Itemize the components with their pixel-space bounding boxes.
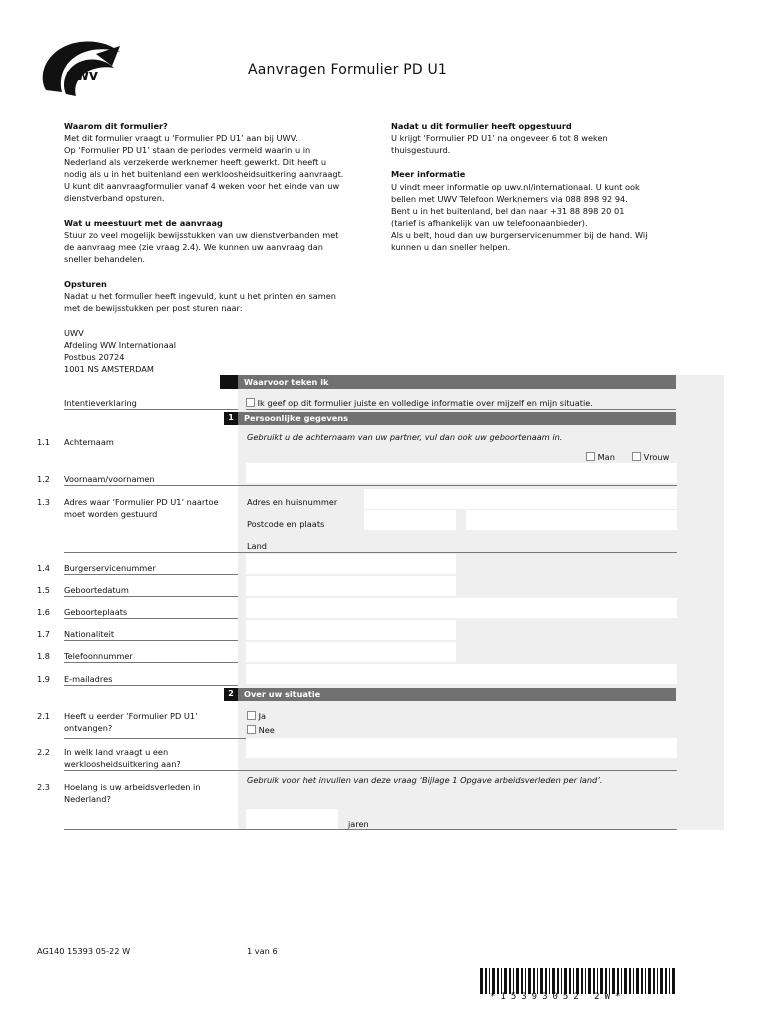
years-input[interactable] — [246, 809, 338, 829]
label-nationality: Nationaliteit — [64, 628, 238, 641]
question-number: 1.2 — [37, 474, 51, 484]
intro-heading-why: Waarom dit formulier? — [64, 121, 168, 131]
barcode-bar — [629, 968, 631, 994]
barcode-bar — [641, 968, 643, 994]
unit-years: jaren — [348, 819, 369, 829]
divider — [64, 829, 677, 830]
barcode-bar — [672, 968, 675, 994]
question-number: 2.1 — [37, 711, 51, 721]
form-code: AG140 15393 05-22 W — [37, 946, 131, 956]
section-header-declaration: Waarvoor teken ik — [238, 375, 676, 389]
question-number: 1.7 — [37, 629, 51, 639]
barcode-bar — [489, 968, 490, 994]
barcode-bar — [509, 968, 511, 994]
checkbox[interactable] — [247, 725, 256, 734]
barcode-bar — [573, 968, 574, 994]
birthdate-input[interactable] — [246, 576, 456, 596]
barcode-bar — [521, 968, 523, 994]
divider — [64, 485, 677, 486]
barcode-bar — [564, 968, 567, 994]
barcode-bar — [593, 968, 595, 994]
hint-last-name: Gebruikt u de achternaam van uw partner, vul dan ook uw geboortenaam in. — [247, 432, 563, 442]
intro-heading-send: Opsturen — [64, 279, 107, 289]
barcode-bar — [516, 968, 519, 994]
barcode-bar — [600, 968, 603, 994]
intro-paragraph: Met dit formulier vraagt u ‘Formulier PD U1’ aan bij UWV. Op ‘Formulier PD U1’ staan de periodes vermeld waarin u in Nederland als verzekerde werknemer heeft gewerkt. Dit heeft u nodig als u in het buitenland een werkloosheidsuitkering aanvraagt. U kunt dit aanvraagformulier vanaf 4 weken voor het einde van uw dienstverband opsturen. — [64, 133, 344, 203]
checkbox[interactable] — [246, 398, 255, 407]
label-bsn: Burgerservicenummer — [64, 562, 238, 575]
barcode-bar — [633, 968, 634, 994]
intro-paragraph: U krijgt ‘Formulier PD U1’ na ongeveer 6 tot 8 weken thuisgestuurd. — [391, 133, 608, 155]
label-work-history: Hoelang is uw arbeidsverleden in Nederland? — [64, 782, 201, 804]
barcode-bar — [540, 968, 543, 994]
barcode-bar — [660, 968, 663, 994]
label-birthplace: Geboorteplaats — [64, 606, 238, 619]
barcode-bar — [552, 968, 555, 994]
option-nee[interactable]: Nee — [247, 724, 275, 736]
barcode-bar — [624, 968, 627, 994]
sublabel-street: Adres en huisnummer — [247, 497, 338, 507]
barcode-bar — [581, 968, 583, 994]
barcode-bar — [501, 968, 502, 994]
intro-heading-attach: Wat u meestuurt met de aanvraag — [64, 218, 223, 228]
barcode-bar — [621, 968, 622, 994]
barcode-bar — [545, 968, 547, 994]
barcode-bar — [636, 968, 639, 994]
country-benefit-input[interactable] — [246, 738, 677, 758]
label-previous-pdu1: Heeft u eerder ‘Formulier PD U1’ ontvangen? — [64, 711, 198, 733]
barcode-bar — [480, 968, 483, 994]
intro-paragraph: Nadat u het formulier heeft ingevuld, kunt u het printen en samen met de bewijsstukken per post sturen naar: — [64, 291, 336, 313]
question-number: 2.2 — [37, 747, 51, 757]
label-phone: Telefoonnummer — [64, 650, 238, 663]
email-input[interactable] — [246, 664, 677, 684]
row-label-declaration: Intentieverklaring — [64, 397, 238, 410]
question-number: 1.4 — [37, 563, 51, 573]
intro-heading-after: Nadat u dit formulier heeft opgestuurd — [391, 121, 572, 131]
divider — [246, 409, 676, 410]
page-number: 1 van 6 — [247, 946, 278, 956]
sublabel-postcode: Postcode en plaats — [247, 519, 325, 529]
barcode-bar — [549, 968, 550, 994]
intro-paragraph: U vindt meer informatie op uwv.nl/internationaal. U kunt ook bellen met UWV Telefoon Werknemers via 088 898 92 94. Bent u in het buitenland, bel dan naar +31 88 898 20 01 (tarief is afhankelijk van uw telefoonaanbieder). Als u belt, houd dan uw burgerservicenummer bij de hand. Wij kunnen u dan sneller helpen. — [391, 182, 648, 252]
declaration-checkbox[interactable]: Ik geef op dit formulier juiste en volledige informatie over mijzelf en mijn situatie. — [246, 397, 593, 409]
section-marker — [220, 375, 238, 389]
barcode-bar — [525, 968, 526, 994]
label-last-name: Achternaam — [64, 437, 114, 447]
barcode-bar — [653, 968, 655, 994]
barcode-bar — [597, 968, 598, 994]
sublabel-country: Land — [247, 541, 267, 551]
city-input[interactable] — [466, 510, 677, 530]
gender-vrouw-option[interactable]: Vrouw — [632, 451, 669, 463]
section-number: 1 — [224, 412, 238, 425]
question-number: 1.1 — [37, 437, 51, 447]
section-number: 2 — [224, 688, 238, 701]
label-birthdate: Geboortedatum — [64, 584, 238, 597]
barcode-bar — [533, 968, 535, 994]
barcode-bar — [561, 968, 562, 994]
question-number: 1.8 — [37, 651, 51, 661]
barcode — [480, 968, 676, 994]
barcode-bar — [588, 968, 591, 994]
phone-input[interactable] — [246, 642, 456, 662]
section-header-situation: Over uw situatie — [238, 688, 676, 701]
birthplace-input[interactable] — [246, 598, 677, 618]
barcode-bar — [657, 968, 658, 994]
barcode-bar — [569, 968, 571, 994]
barcode-text: *15393052 2W* — [490, 992, 626, 1002]
gender-man-option[interactable]: Man — [586, 451, 615, 463]
barcode-bar — [669, 968, 670, 994]
street-input[interactable] — [364, 489, 677, 509]
barcode-bar — [513, 968, 514, 994]
barcode-bar — [585, 968, 586, 994]
label-country-benefit: In welk land vraagt u een werkloosheidsuitkering aan? — [64, 747, 181, 769]
postal-address: UWV Afdeling WW Internationaal Postbus 20724 1001 NS AMSTERDAM — [64, 328, 177, 374]
barcode-bar — [612, 968, 615, 994]
divider — [64, 770, 677, 771]
question-number: 1.9 — [37, 674, 51, 684]
intro-paragraph: Stuur zo veel mogelijk bewijsstukken van uw dienstverbanden met de aanvraag mee (zie vraag 2.4). We kunnen uw aanvraag dan sneller behandelen. — [64, 230, 339, 264]
barcode-bar — [537, 968, 538, 994]
section-header-personal: Persoonlijke gegevens — [238, 412, 676, 425]
label-email: E-mailadres — [64, 673, 238, 686]
last-name-input[interactable] — [246, 463, 677, 483]
uwv-logo — [36, 36, 128, 100]
logo-text: uwv — [66, 68, 99, 84]
hint-work-history: Gebruik voor het invullen van deze vraag ‘Bijlage 1 Opgave arbeidsverleden per land’. — [247, 775, 603, 785]
intro-heading-info: Meer informatie — [391, 169, 466, 179]
barcode-bar — [617, 968, 619, 994]
question-number: 1.5 — [37, 585, 51, 595]
label-address: Adres waar ‘Formulier PD U1’ naartoe moet worden gestuurd — [64, 497, 219, 519]
barcode-bar — [528, 968, 531, 994]
barcode-bar — [665, 968, 667, 994]
checkbox[interactable] — [586, 452, 595, 461]
barcode-bar — [609, 968, 610, 994]
label-first-names: Voornaam/voornamen — [64, 474, 155, 484]
barcode-bar — [497, 968, 499, 994]
barcode-bar — [485, 968, 487, 994]
barcode-bar — [557, 968, 559, 994]
question-number: 1.6 — [37, 607, 51, 617]
question-number: 2.3 — [37, 782, 51, 792]
barcode-bar — [645, 968, 646, 994]
page-title: Aanvragen Formulier PD U1 — [248, 62, 448, 78]
question-number: 1.3 — [37, 497, 51, 507]
option-ja[interactable]: Ja — [247, 710, 266, 722]
barcode-bar — [648, 968, 651, 994]
divider — [64, 552, 677, 553]
checkbox[interactable] — [632, 452, 641, 461]
checkbox[interactable] — [247, 711, 256, 720]
bsn-input[interactable] — [246, 554, 456, 574]
barcode-bar — [576, 968, 579, 994]
postcode-input[interactable] — [364, 510, 456, 530]
barcode-bar — [605, 968, 607, 994]
nationality-input[interactable] — [246, 620, 456, 640]
barcode-bar — [504, 968, 507, 994]
barcode-bar — [492, 968, 495, 994]
